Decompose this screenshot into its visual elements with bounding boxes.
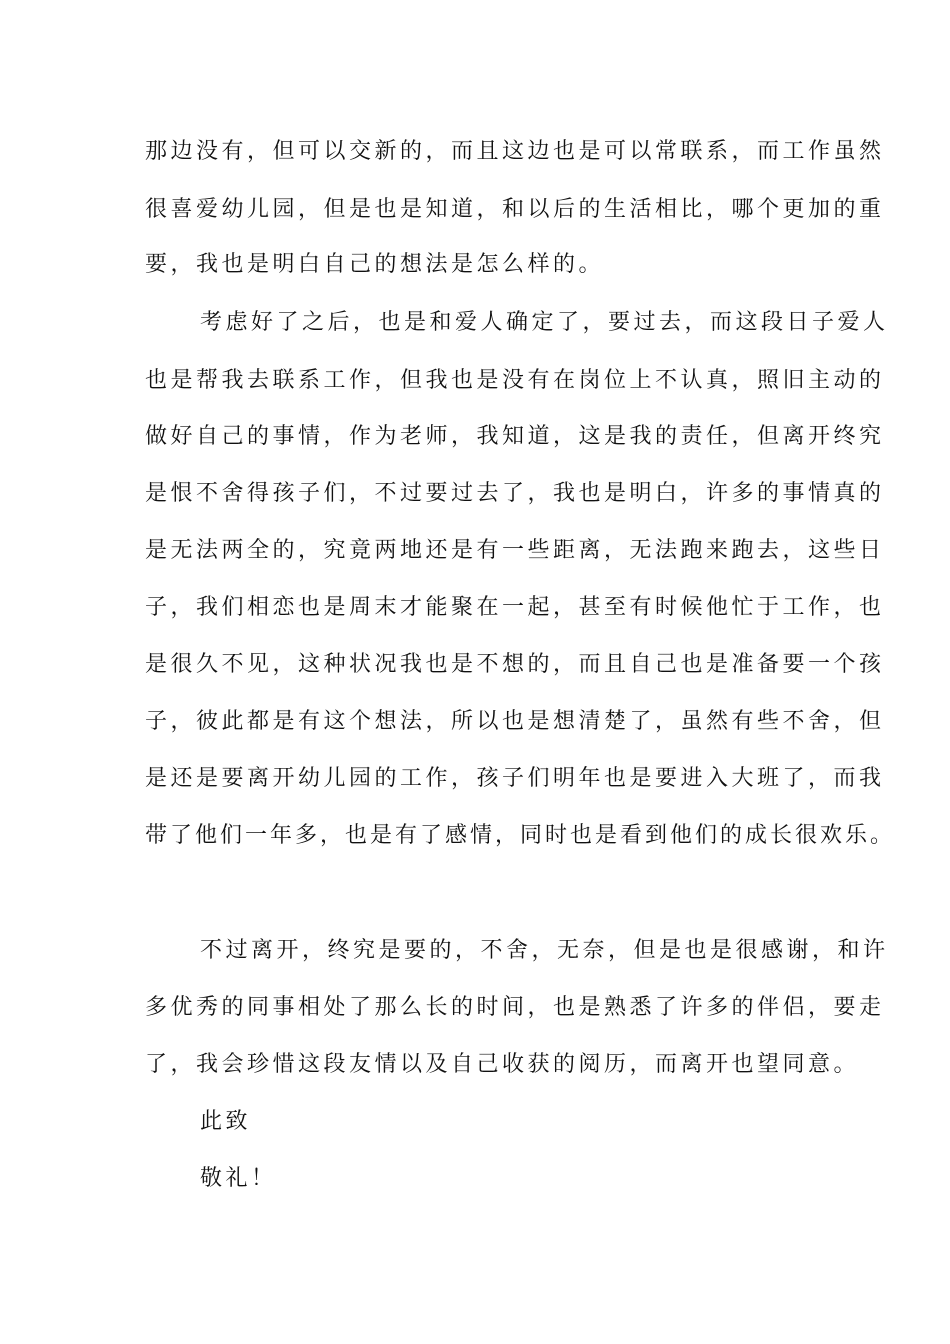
paragraph-2-line-7: 是很久不见，这种状况我也是不想的，而且自己也是准备要一个孩 [145,652,885,677]
paragraph-1-line-1: 那边没有，但可以交新的，而且这边也是可以常联系，而工作虽然 [145,139,885,164]
paragraph-2-line-3: 做好自己的事情，作为老师，我知道，这是我的责任，但离开终究 [145,424,885,449]
paragraph-3-line-1: 不过离开，终究是要的，不舍，无奈，但是也是很感谢，和许 [200,938,889,963]
closing-salutation: 此致 [200,1109,252,1134]
paragraph-2-line-5: 是无法两全的，究竟两地还是有一些距离，无法跑来跑去，这些日 [145,538,885,563]
paragraph-2-line-4: 是恨不舍得孩子们，不过要过去了，我也是明白，许多的事情真的 [145,481,885,506]
paragraph-2-line-8: 子，彼此都是有这个想法，所以也是想清楚了，虽然有些不舍，但 [145,709,885,734]
paragraph-2-line-10: 带了他们一年多，也是有了感情，同时也是看到他们的成长很欢乐。 [145,823,896,848]
paragraph-2-line-2: 也是帮我去联系工作，但我也是没有在岗位上不认真，照旧主动的 [145,368,885,393]
paragraph-3-line-2: 多优秀的同事相处了那么长的时间，也是熟悉了许多的伴侣，要走 [145,995,885,1020]
closing-regards: 敬礼！ [200,1166,277,1191]
paragraph-3-line-3: 了，我会珍惜这段友情以及自己收获的阅历，而离开也望同意。 [145,1052,860,1077]
paragraph-2-line-1: 考虑好了之后，也是和爱人确定了，要过去，而这段日子爱人 [200,310,889,335]
paragraph-1-line-2: 很喜爱幼儿园，但是也是知道，和以后的生活相比，哪个更加的重 [145,197,885,222]
paragraph-2-line-9: 是还是要离开幼儿园的工作，孩子们明年也是要进入大班了，而我 [145,766,885,791]
paragraph-2-line-6: 子，我们相恋也是周末才能聚在一起，甚至有时候他忙于工作，也 [145,595,885,620]
paragraph-1-line-3: 要，我也是明白自己的想法是怎么样的。 [145,252,605,277]
